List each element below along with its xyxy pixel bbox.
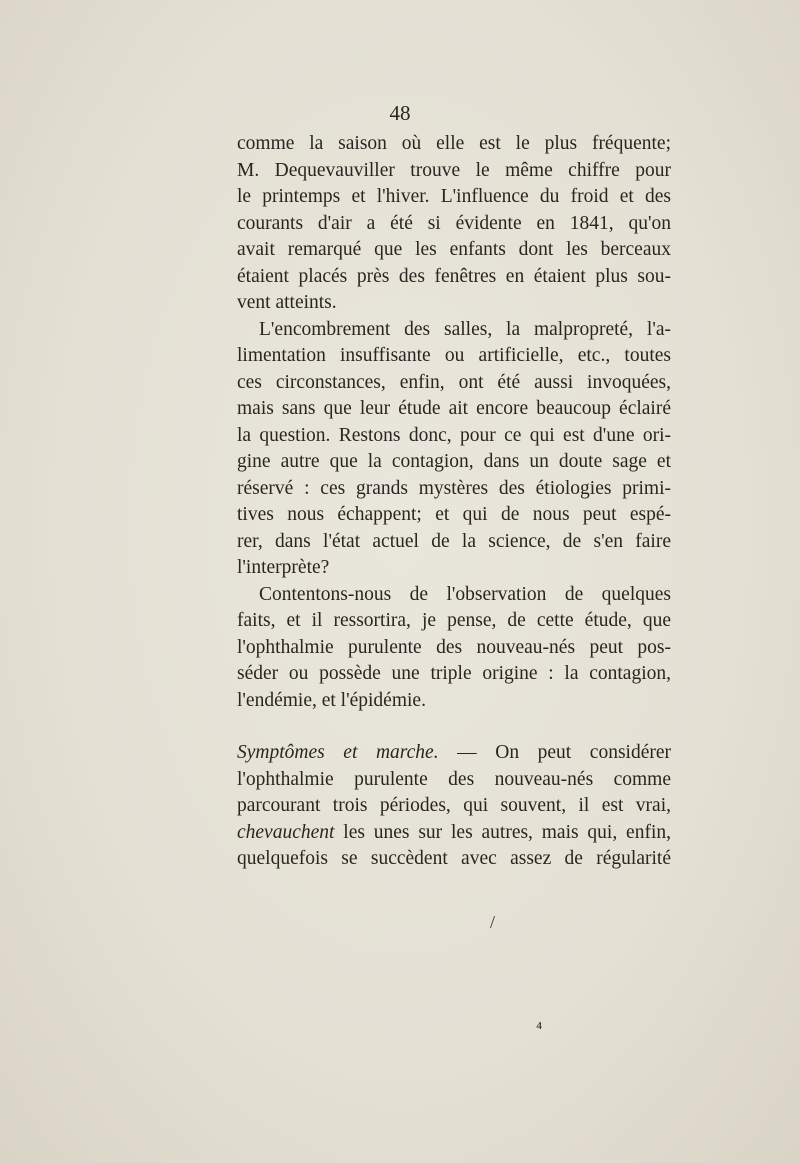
italic-word: chevauchent [237,821,335,843]
text-line: limentation insuffisante ou artificielle, etc., toutes [237,345,671,366]
paragraph-3 [237,582,671,715]
text-line: le printemps et l'hiver. L'influence du froid et des [237,186,671,207]
text-line: l'ophthalmie purulente des nouveau-nés peut pos- [237,636,671,658]
text-line: comme la saison où elle est le plus fréquente; [237,133,671,154]
text-line: séder ou possède une triple origine : la contagion, [237,663,671,684]
pencil-mark: / [490,912,496,932]
text-line: parcourant trois périodes, qui souvent, il est vrai, [237,795,671,816]
text-line: rer, dans l'état actuel de la science, de s'en faire [237,530,671,552]
paragraph-1 [237,131,671,317]
text-line [237,740,671,767]
text-line: tives nous échappent; et qui de nous peut espé- [237,504,671,525]
text-line [237,820,671,847]
text-line: M. Dequevauviller trouve le même chiffre pour [237,159,671,181]
paragraph-gap [237,714,671,740]
text-line: gine autre que la contagion, dans un doute sage et [237,451,671,472]
text-line: L'encombrement des salles, la malpropreté, l'a- [259,318,671,340]
text-line: l'interprète? [237,557,330,578]
text-line: la question. Restons donc, pour ce qui est d'une ori- [237,424,671,446]
section-heading: Symptômes et marche. [237,742,439,763]
text-line: l'ophthalmie purulente des nouveau-nés comme [237,768,671,790]
paragraph-2 [237,317,671,582]
text-line: l'endémie, et l'épidémie. [237,689,426,711]
page-number: 48 [389,101,411,125]
text-line: avait remarqué que les enfants dont les berceaux [237,239,671,260]
text-line: quelquefois se succèdent avec assez de régularité [237,848,671,869]
text-line: vent atteints. [237,292,337,313]
text-line: mais sans que leur étude ait encore beaucoup éclairé [237,398,671,419]
signature-mark: ⁴ [536,1018,543,1038]
italic-continuation: les unes sur les autres, mais qui, enfin, [334,821,671,843]
text-line: faits, et il ressortira, je pense, de cette étude, que [237,610,671,631]
body-text [237,131,671,873]
text-line: étaient placés près des fenêtres en étaient plus sou- [237,265,671,287]
text-line: réservé : ces grands mystères des étiologies primi- [237,477,671,499]
text-line: Contentons-nous de l'observation de quelques [259,583,671,605]
text-line: ces circonstances, enfin, ont été aussi invoquées, [237,371,671,393]
heading-continuation: — On peut considérer [438,742,671,763]
text-line: courants d'air a été si évidente en 1841, qu'on [237,212,671,234]
paragraph-4 [237,740,671,873]
